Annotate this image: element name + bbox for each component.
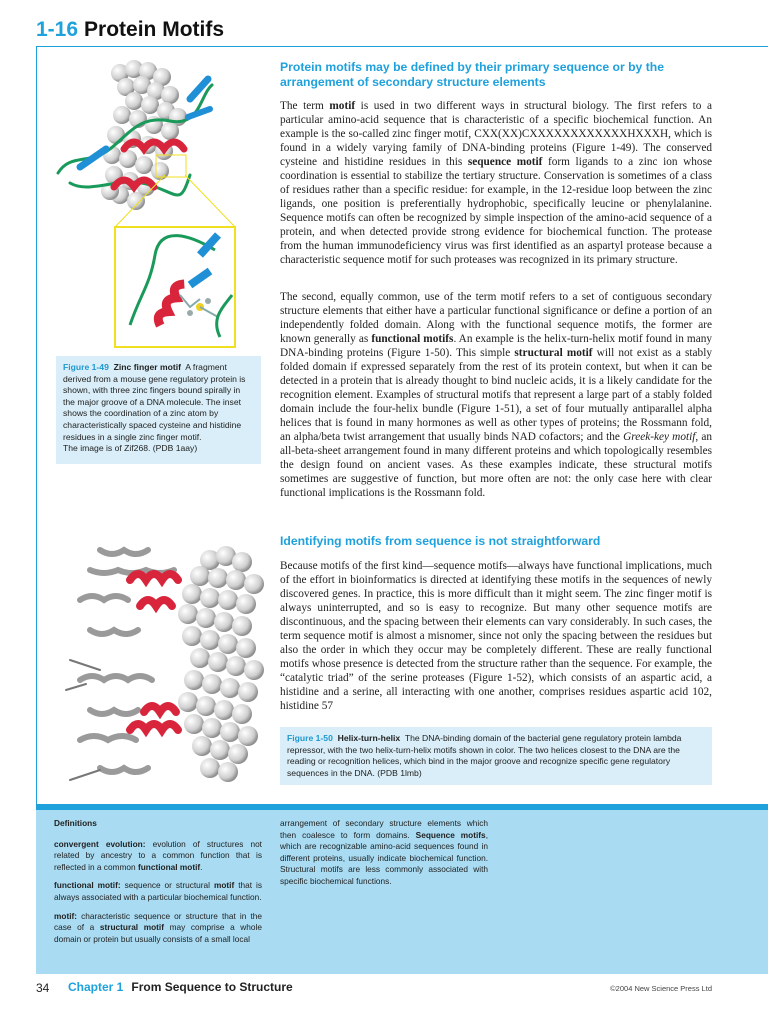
text-run: form ligands to a zinc ion whose coordination is essential to stabilize the tertiary structure. Conservation is sometimes of a class of residues rather than a specific residue: for example, in the 12-residue loop between the zinc ligands, one position is preferentially hydrophobic, specifically leucine or phenylalanine. Sequence motifs can often be recognized by simple inspection of the amino-acid sequence of a protein, and when detected provide strong evidence for biochemical function. The protease from the human immunodeficiency virus was first identified as an aspartyl protease because a characteristic sequence motif for such proteases was recognized in its primary structure. <box>280 156 712 266</box>
text-run: will not exist as a stably folded domain if expressed separately from the rest of its protein context, but when it can be detected in a protein that is already thought to bind nucleic acids, it is a likely candidate for the recognition element. Examples of structural motifs that represent a large part of a stably folded domain include the four-helix bundle (Figure 1-51), a set of four mutually antiparallel alpha helices that is found in many hormones as well as other types of proteins; the Rossmann fold, an alpha/beta twist arrangement that usually binds NAD cofactors; and the <box>280 347 712 443</box>
page-title <box>36 18 224 42</box>
figure-1-50-caption <box>280 727 712 785</box>
section1-paragraph-2 <box>280 290 712 500</box>
definition-convergent-evolution <box>54 839 262 874</box>
definitions-heading: Definitions <box>54 818 97 828</box>
section-title: Protein Motifs <box>84 18 225 41</box>
text-run: , which are recognizable amino-acid sequences found in different proteins, usually indicate biochemical function. Structural motifs are less commonly associated with specific biochemical functions. <box>280 829 488 886</box>
text-run: The second, equally common, use of the term motif refers to a set of contiguous secondary structure elements that either have a particular functional significance or define a portion of an independently folded domain. Along with the functional sequence motifs, the former are known generally as <box>280 291 712 345</box>
section2-paragraph-1 <box>280 559 712 713</box>
definition-functional-motif <box>54 880 262 903</box>
term-greek-key-motif: Greek-key motif <box>623 431 696 443</box>
definition-term: functional motif: <box>54 880 121 891</box>
text-run: that is always associated with a particular biochemical function. <box>54 880 262 902</box>
text-run: evolution of structures not related by ancestry to a common function that is reflected in a common <box>54 838 262 872</box>
helix-turn-helix-figure-image <box>60 540 275 795</box>
page-number: 34 <box>36 981 50 995</box>
text-run: is used in two different ways in structural biology. The first refers to a particular amino-acid sequence that is characteristic of a specific biochemical function. An example is the so-called zinc finger motif, CXX(XX)CXXXXXXXXXXXXHXXXH, which is found in a widely varying family of DNA-binding proteins (Figure 1-49). The conserved cysteine and histidine residues in this <box>280 100 712 168</box>
definition-term: motif: <box>54 910 78 921</box>
zinc-finger-figure-image <box>50 55 265 355</box>
section-number: 1-16 <box>36 18 79 41</box>
term-structural-motif: structural motif <box>514 347 593 359</box>
definition-motif-continued <box>280 818 488 888</box>
dna-spheres <box>178 546 264 782</box>
text-run: Because motifs of the first kind—sequence motifs—always have functional implications, much of the effort in bioinformatics is directed at identifying these motifs in the sequences of newly discovered genes. In practice, this is more difficult than it might seem. The zinc finger motif is always uninterrupted, and so is easy to recognize. But many other sequence motifs are discontinuous, and the spacing between their elements can vary considerably. In such cases, the term sequence motif is almost a misnomer, since not only the spacing between the residues but also the order in which they occur may be completely different. These are really functional motifs whose presence is detected from the structure rather than the sequence. For example, the “catalytic triad” of the serine proteases (Figure 1-52), which consists of an aspartic acid, a histidine and a serine, all interacting with one another, comprises residues aspartic acid 102, histidine 57 <box>280 560 712 712</box>
definitions-column-2 <box>280 818 488 895</box>
text-run: . <box>200 861 203 872</box>
copyright-notice: ©2004 New Science Press Ltd <box>610 984 712 993</box>
figure-caption-text: The DNA-binding domain of the bacterial gene regulatory protein lambda repressor, with the two helix-turn-helix motifs shown in color. The two helices closest to the DNA are the reading or recognition helices, which bind in the major groove and recognize specific gene regulatory sequences in the DNA. (PDB 1lmb) <box>287 733 682 778</box>
text-run: The term <box>280 100 330 112</box>
chapter-reference <box>68 980 293 994</box>
text-run: may comprise a whole domain or protein but usually consists of a small local <box>54 922 262 944</box>
term-motif: motif <box>329 100 356 112</box>
inset-connector-2 <box>185 175 235 227</box>
figure-caption-source: The image is of Zif268. (PDB 1aay) <box>63 443 198 454</box>
text-run: characteristic sequence or structure that in the case of a <box>54 910 262 933</box>
figure-caption-text: A fragment derived from a mouse gene regulatory protein is shown, with three zinc fingers bound spirally in the major groove of a DNA molecule. The inset shows the coordination of a zinc atom by characteristically spaced cysteine and histidine residues in a single zinc finger motif. <box>63 362 246 442</box>
definition-term: convergent evolution: <box>54 838 146 849</box>
text-run: , an all-beta-sheet arrangement found in many different proteins and which topologically resembles the design found on ancient vases. As these examples indicate, these structural motifs sometimes are suggestive of function, but more often are not: the only case here with clear functional implications is the Rossmann fold. <box>280 431 713 499</box>
figure-name: Helix-turn-helix <box>337 733 401 743</box>
page-footer <box>0 978 768 1002</box>
section-heading-2: Identifying motifs from sequence is not straightforward <box>280 534 601 548</box>
text-run-bold: Sequence motifs <box>415 829 486 840</box>
chapter-label: Chapter 1 <box>68 980 124 994</box>
term-functional-motifs: functional motifs <box>371 333 454 345</box>
figure-1-49-caption <box>56 356 261 464</box>
definition-motif <box>54 911 262 946</box>
protein-ribbon <box>66 550 178 780</box>
text-run: arrangement of secondary structure elements which then coalesce to form domains. <box>280 818 488 840</box>
definitions-column-1 <box>54 818 262 952</box>
figure-label: Figure 1-50 <box>287 733 333 743</box>
figure-name: Zinc finger motif <box>113 362 181 372</box>
section-heading-1: Protein motifs may be defined by their primary sequence or by the arrangement of secondary structure elements <box>280 60 665 89</box>
text-run-bold: structural motif <box>99 922 164 933</box>
text-run: sequence or structural <box>120 880 214 891</box>
term-sequence-motif: sequence motif <box>467 156 543 168</box>
section1-paragraph-1 <box>280 99 712 267</box>
text-run-bold: functional motif <box>137 861 201 872</box>
figure-label: Figure 1-49 <box>63 362 109 372</box>
text-run-bold: motif <box>213 880 235 891</box>
zinc-finger-inset <box>115 227 235 347</box>
chapter-title: From Sequence to Structure <box>131 980 293 994</box>
text-run: . An example is the helix-turn-helix motif found in many DNA-binding proteins (Figure 1-50). This simple <box>280 333 713 359</box>
